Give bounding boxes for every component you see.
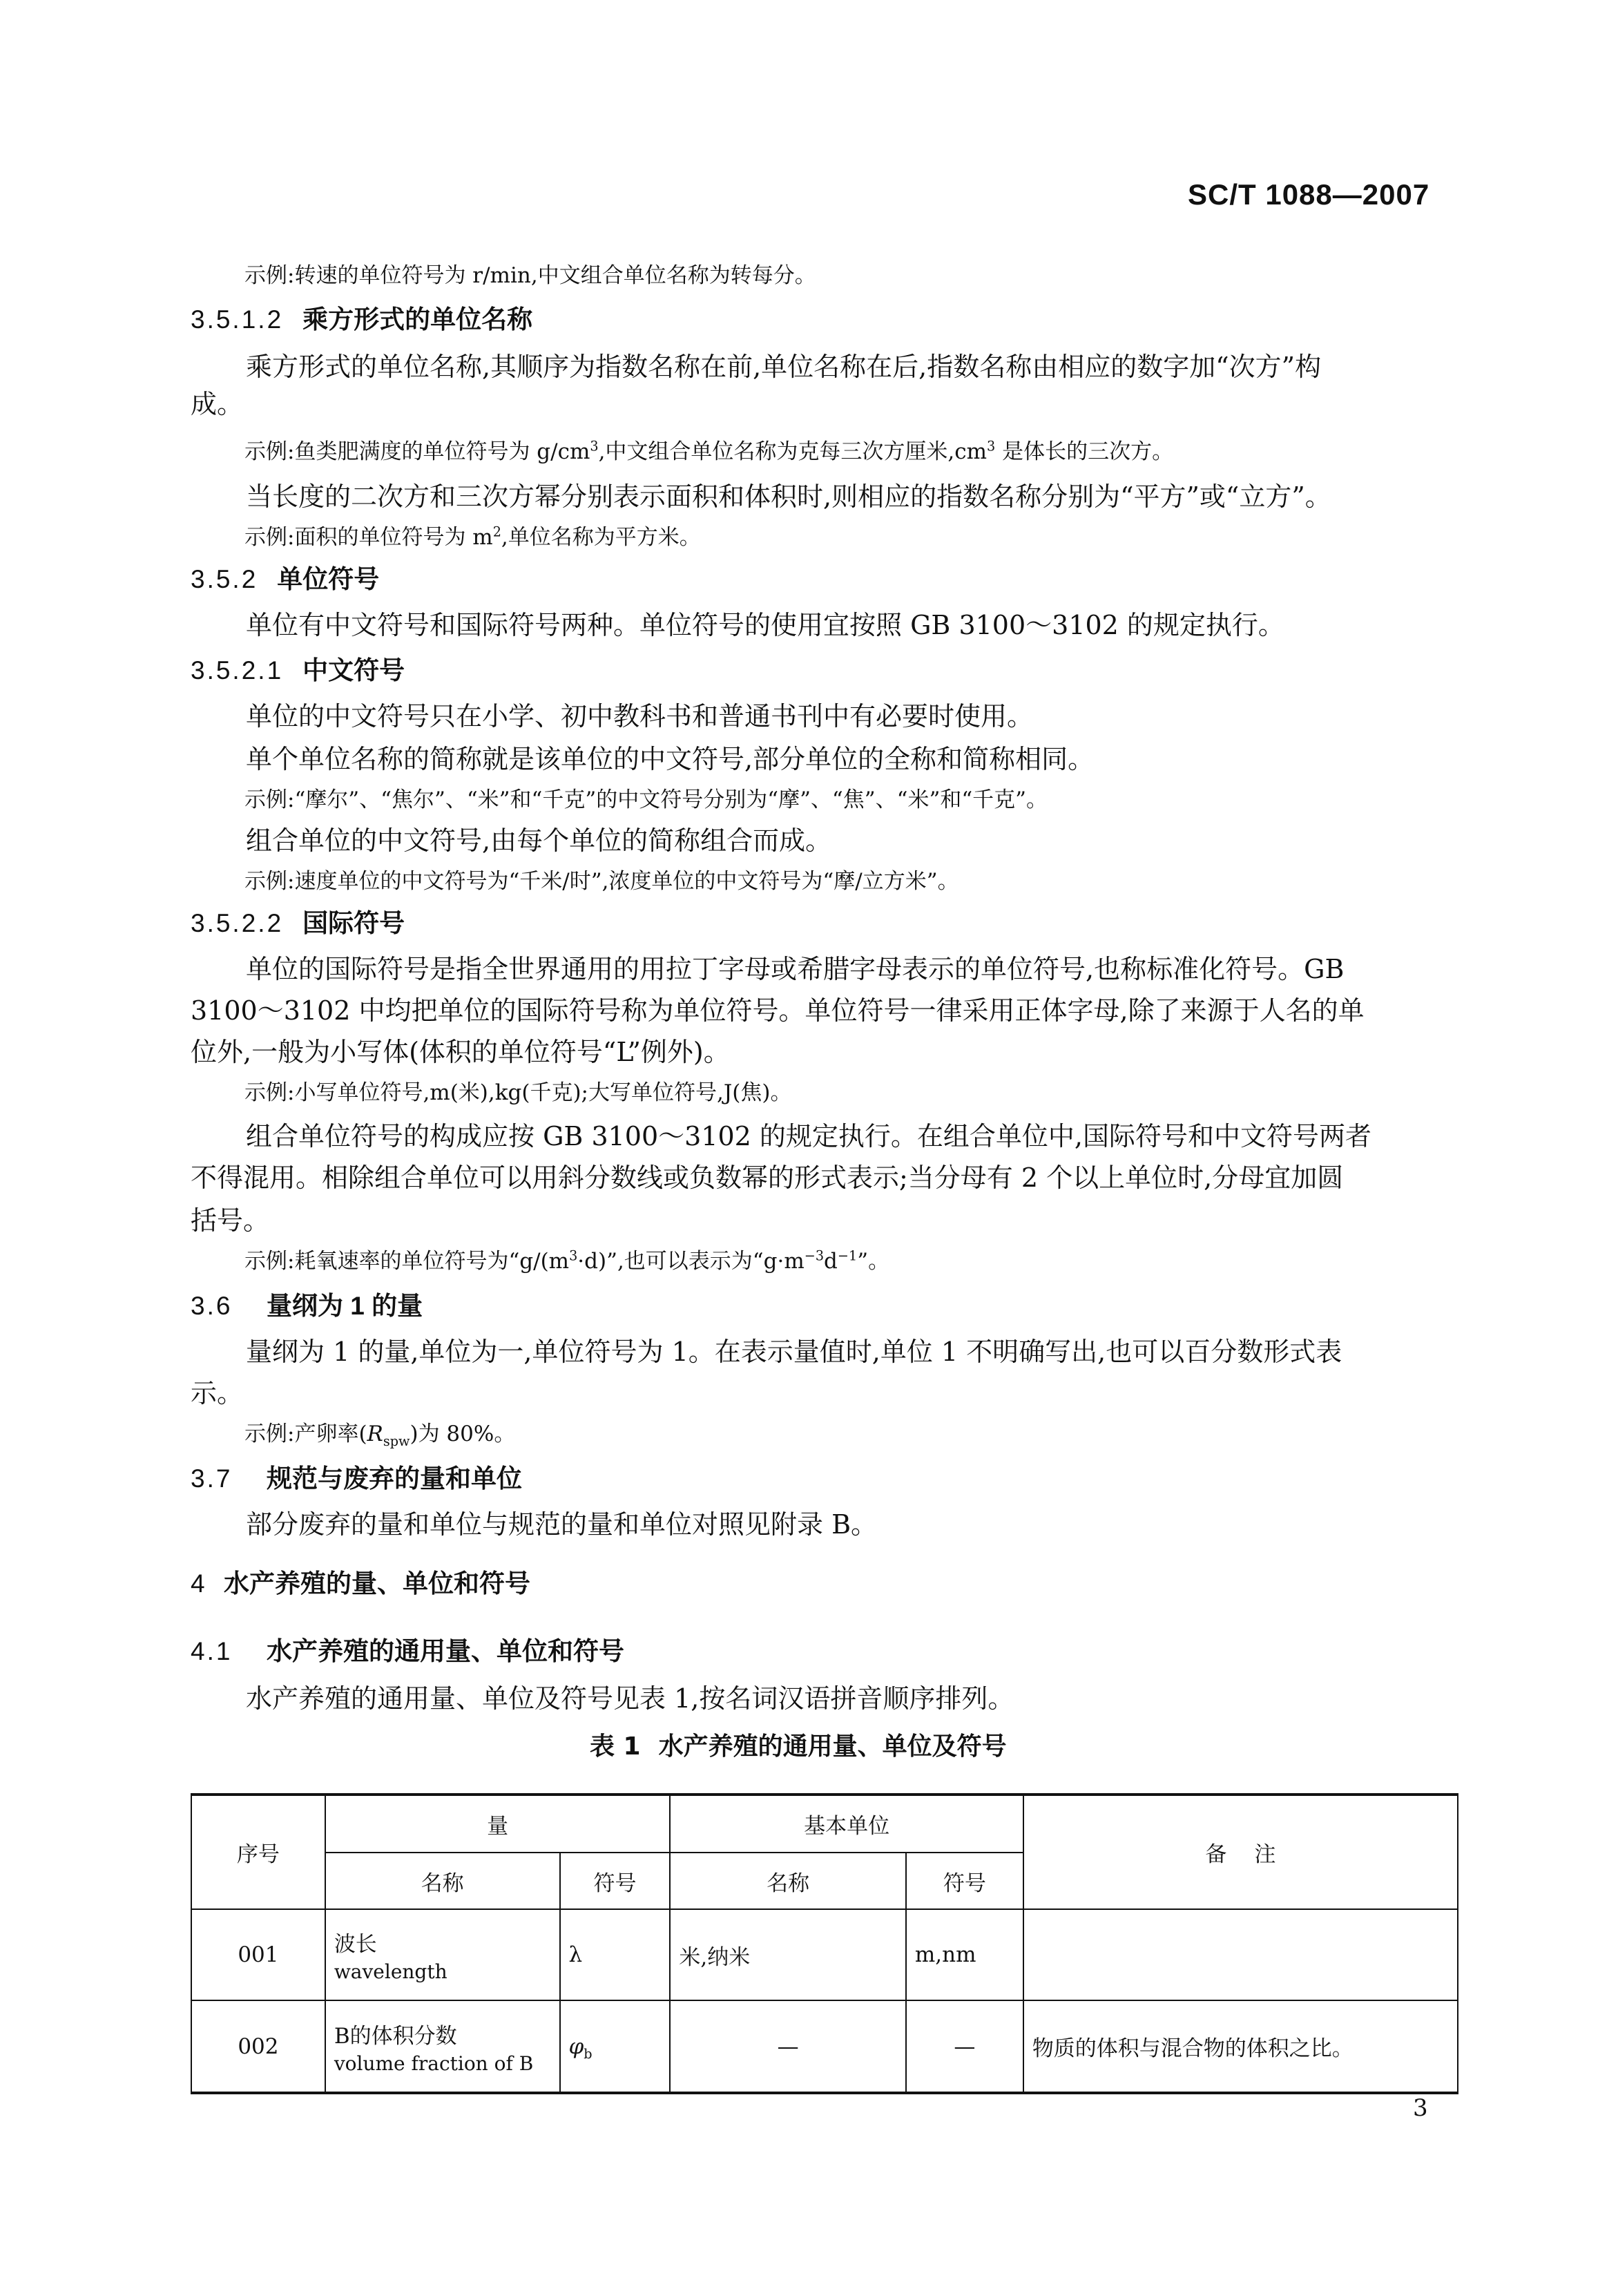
page-number: 3 bbox=[1413, 2094, 1428, 2122]
quantity-name-en: volume fraction of B bbox=[334, 2051, 534, 2075]
cell-quantity-name bbox=[325, 1909, 560, 2000]
cell-seq: 002 bbox=[191, 2000, 325, 2093]
paragraph: 组合单位的中文符号,由每个单位的简称组合而成。 bbox=[246, 825, 832, 856]
table-caption-title: 水产养殖的通用量、单位及符号 bbox=[658, 1732, 1007, 1761]
section-number: 4 bbox=[191, 1569, 207, 1598]
paragraph: 不得混用。相除组合单位可以用斜分数线或负数幂的形式表示;当分母有 2 个以上单位时,分母宜加圆 bbox=[191, 1163, 1344, 1193]
section-title: 单位符号 bbox=[277, 565, 380, 593]
section-number: 4.1 bbox=[191, 1637, 233, 1665]
paragraph: 组合单位符号的构成应按 GB 3100～3102 的规定执行。在组合单位中,国际符号和中文符号两者 bbox=[246, 1121, 1372, 1151]
cell-quantity-symbol: $\varphi_b$ bbox=[560, 2000, 671, 2093]
header-notes: 备注 bbox=[1023, 1795, 1458, 1909]
paragraph: 单位有中文符号和国际符号两种。单位符号的使用宜按照 GB 3100～3102 的规定执行。 bbox=[246, 610, 1284, 640]
table-caption bbox=[590, 1727, 1007, 1762]
example: 示例:产卵率$(R_{spw})$为 80%。 bbox=[244, 1422, 516, 1450]
header-base-unit: 基本单位 bbox=[670, 1795, 1023, 1853]
example: 示例:耗氧速率的单位符号为“$g/(m^3\cdot d)$”,也可以表示为“$g\cdot m^{-3}d^{-1}$”。 bbox=[244, 1247, 890, 1274]
subheader-unit-name: 名称 bbox=[670, 1853, 906, 1909]
paragraph: 水产养殖的通用量、单位及符号见表 1,按名词汉语拼音顺序排列。 bbox=[246, 1683, 1014, 1714]
paragraph: 单个单位名称的简称就是该单位的中文符号,部分单位的全称和简称相同。 bbox=[246, 744, 1095, 774]
section-number: 3.7 bbox=[191, 1464, 233, 1493]
example: 示例:面积的单位符号为 $m^2$,单位名称为平方米。 bbox=[244, 524, 701, 550]
quantity-name-zh: 波长 bbox=[334, 1932, 377, 1957]
cell-seq: 001 bbox=[191, 1909, 325, 2000]
quantity-name-en: wavelength bbox=[334, 1960, 447, 1983]
quantity-name-zh: B的体积分数 bbox=[334, 2023, 457, 2049]
header-quantity: 量 bbox=[325, 1795, 671, 1853]
example: 示例:速度单位的中文符号为“千米/时”,浓度单位的中文符号为“摩/立方米”。 bbox=[244, 869, 959, 894]
table-row bbox=[191, 1909, 1458, 2000]
section-number: 3.5.2 bbox=[191, 565, 258, 593]
section-3-5-2-1-heading bbox=[191, 649, 405, 687]
section-3-5-2-heading bbox=[191, 558, 379, 595]
section-3-5-1-2-heading bbox=[191, 298, 532, 336]
paragraph: 成。 bbox=[191, 389, 244, 419]
section-3-5-2-2-heading bbox=[191, 902, 405, 939]
cell-quantity-name bbox=[325, 2000, 560, 2093]
example: 示例:小写单位符号,m(米),kg(千克);大写单位符号,J(焦)。 bbox=[244, 1080, 792, 1105]
table-row bbox=[191, 2000, 1458, 2093]
paragraph: 当长度的二次方和三次方幂分别表示面积和体积时,则相应的指数名称分别为“平方”或“立方”。 bbox=[246, 481, 1331, 512]
section-title: 水产养殖的量、单位和符号 bbox=[224, 1569, 530, 1598]
paragraph: 示。 bbox=[191, 1378, 244, 1408]
paragraph: 3100～3102 中均把单位的国际符号称为单位符号。单位符号一律采用正体字母,除了来源于人名的单 bbox=[191, 995, 1365, 1026]
cell-unit-symbol: m,nm bbox=[906, 1909, 1023, 2000]
paragraph: 部分废弃的量和单位与规范的量和单位对照见附录 B。 bbox=[246, 1509, 878, 1540]
section-4-1-heading bbox=[191, 1630, 624, 1667]
section-3-6-heading bbox=[191, 1285, 423, 1322]
header-seq: 序号 bbox=[191, 1795, 325, 1909]
example: 示例:“摩尔”、“焦尔”、“米”和“千克”的中文符号分别为“摩”、“焦”、“米”和“千克”。 bbox=[244, 787, 1048, 812]
example-rpm: 示例:转速的单位符号为 r/min,中文组合单位名称为转每分。 bbox=[244, 263, 816, 288]
subheader-name: 名称 bbox=[325, 1853, 560, 1909]
section-number: 3.5.2.2 bbox=[191, 909, 284, 937]
paragraph: 位外,一般为小写体(体积的单位符号“L”例外)。 bbox=[191, 1037, 730, 1067]
paragraph: 括号。 bbox=[191, 1205, 270, 1236]
section-number: 3.5.1.2 bbox=[191, 305, 284, 334]
paragraph: 乘方形式的单位名称,其顺序为指数名称在前,单位名称在后,指数名称由相应的数字加“次方”构 bbox=[246, 352, 1322, 382]
section-title: 乘方形式的单位名称 bbox=[302, 305, 533, 334]
section-4-heading bbox=[191, 1562, 530, 1600]
paragraph: 单位的中文符号只在小学、初中教科书和普通书刊中有必要时使用。 bbox=[246, 701, 1034, 731]
section-number: 3.5.2.1 bbox=[191, 656, 284, 685]
cell-quantity-symbol: λ bbox=[560, 1909, 671, 2000]
cell-unit-name: — bbox=[670, 2000, 906, 2093]
section-title: 规范与废弃的量和单位 bbox=[267, 1464, 522, 1493]
cell-note bbox=[1023, 1909, 1458, 2000]
paragraph: 量纲为 1 的量,单位为一,单位符号为 1。在表示量值时,单位 1 不明确写出,也可以百分数形式表 bbox=[246, 1337, 1342, 1367]
section-3-7-heading bbox=[191, 1457, 522, 1495]
paragraph: 单位的国际符号是指全世界通用的用拉丁字母或希腊字母表示的单位符号,也称标准化符号。GB bbox=[246, 954, 1345, 984]
section-number: 3.6 bbox=[191, 1292, 233, 1320]
example: 示例:鱼类肥满度的单位符号为 $g/cm^3$,中文组合单位名称为克每三次方厘米$,cm^3$ 是体长的三次方。 bbox=[244, 438, 1174, 464]
cell-unit-name: 米,纳米 bbox=[670, 1909, 906, 2000]
cell-note: 物质的体积与混合物的体积之比。 bbox=[1023, 2000, 1458, 2093]
units-table bbox=[191, 1793, 1458, 2094]
cell-unit-symbol: — bbox=[906, 2000, 1023, 2093]
section-title: 国际符号 bbox=[302, 909, 405, 937]
subheader-unit-symbol: 符号 bbox=[906, 1853, 1023, 1909]
subheader-symbol: 符号 bbox=[560, 1853, 671, 1909]
section-title: 中文符号 bbox=[302, 656, 405, 685]
table-caption-number: 表 1 bbox=[590, 1732, 641, 1761]
section-title: 水产养殖的通用量、单位和符号 bbox=[267, 1637, 624, 1665]
section-title: 量纲为 1 的量 bbox=[267, 1292, 423, 1320]
standard-code: SC/T 1088—2007 bbox=[1188, 178, 1430, 211]
